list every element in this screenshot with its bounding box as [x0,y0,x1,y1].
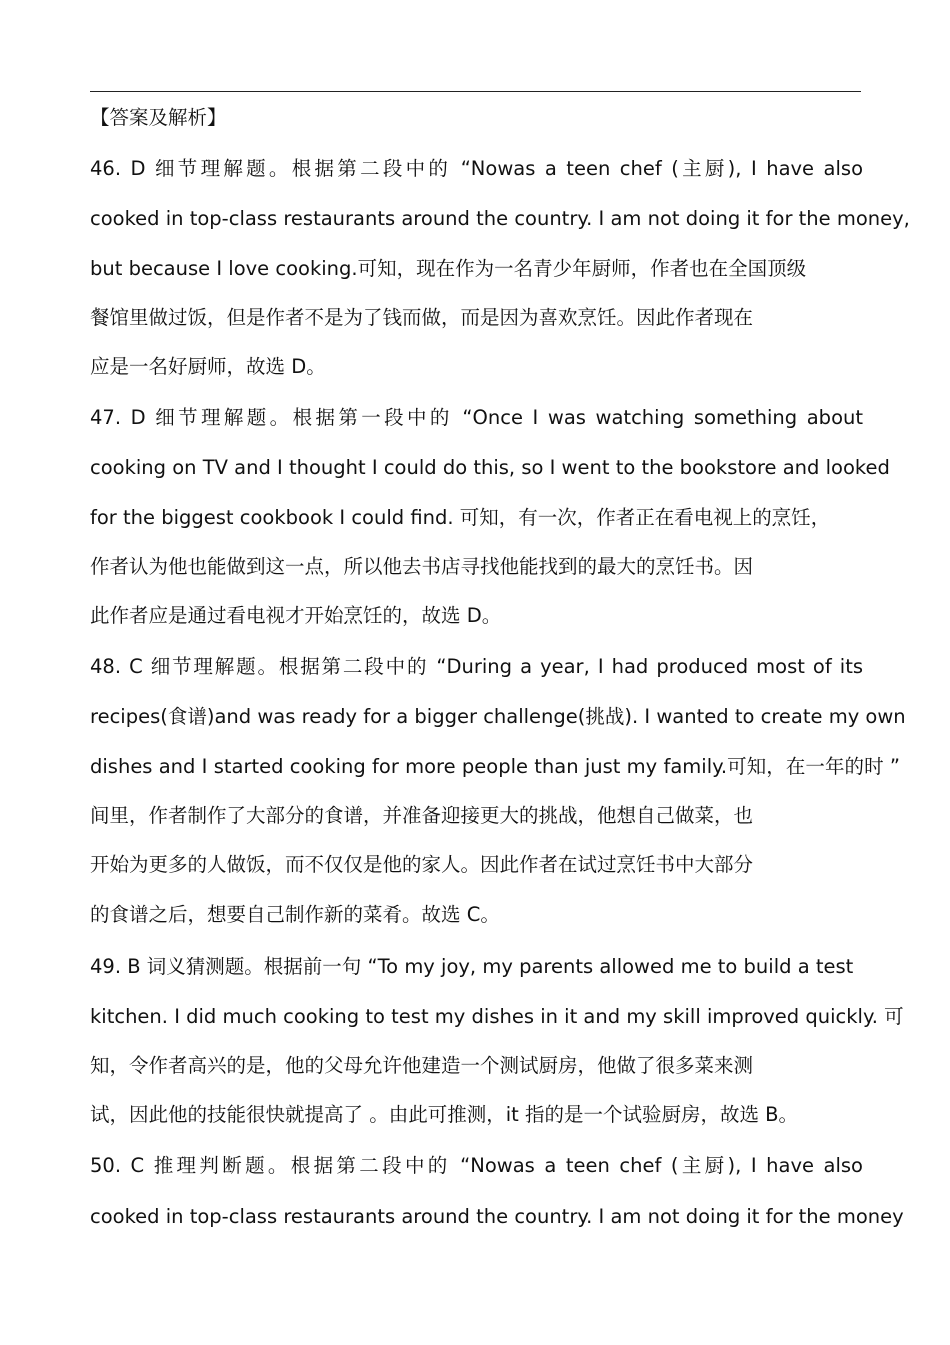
line-21: 50. C 推理判断题。根据第二段中的 “Nowas a teen chef (主厨), I have also [90,1154,863,1177]
line-6: 47. D 细节理解题。根据第一段中的 “Once I was watching something about [90,406,863,429]
line-12: recipes(食谱)and was ready for a bigger challenge(挑战). I wanted to create my own [90,705,906,728]
top-rule [90,91,861,92]
line-16: 的食谱之后，想要自己制作新的菜肴。故选 C。 [90,903,500,926]
line-20: 试，因此他的技能很快就提高了 。由此可推测，it 指的是一个试验厨房，故选 B。 [90,1103,799,1126]
line-15: 开始为更多的人做饭，而不仅仅是他的家人。因此作者在试过烹饪书中大部分 [90,853,754,876]
line-10: 此作者应是通过看电视才开始烹饪的，故选 D。 [90,604,502,627]
line-2: cooked in top-class restaurants around the country. I am not doing it for the money, [90,207,910,230]
line-4: 餐馆里做过饭，但是作者不是为了钱而做，而是因为喜欢烹饪。因此作者现在 [90,306,754,329]
line-17: 49. B 词义猜测题。根据前一句 “To my joy, my parents allowed me to build a test [90,955,854,978]
line-18: kitchen. I did much cooking to test my dishes in it and my skill improved quickly. 可 [90,1005,904,1028]
line-22: cooked in top-class restaurants around the country. I am not doing it for the money [90,1205,904,1228]
answer-heading: 【答案及解析】 [90,106,227,129]
line-14: 间里，作者制作了大部分的食谱，并准备迎接更大的挑战，他想自己做菜，也 [90,804,754,827]
line-19: 知，令作者高兴的是，他的父母允许他建造一个测试厨房，他做了很多菜来测 [90,1054,754,1077]
line-8: for the biggest cookbook I could find. 可知，有一次，作者正在看电视上的烹饪， [90,506,831,529]
line-9: 作者认为他也能做到这一点，所以他去书店寻找他能找到的最大的烹饪书。因 [90,555,754,578]
line-11: 48. C 细节理解题。根据第二段中的 “During a year, I had produced most of its [90,655,863,678]
line-3: but because I love cooking.可知，现在作为一名青少年厨师，作者也在全国顶级 [90,257,807,280]
line-1: 46. D 细节理解题。根据第二段中的 “Nowas a teen chef (主厨), I have also [90,157,863,180]
line-7: cooking on TV and I thought I could do this, so I went to the bookstore and looked [90,456,890,479]
line-13: dishes and I started cooking for more people than just my family.可知，在一年的时 ” [90,755,900,778]
line-5: 应是一名好厨师，故选 D。 [90,355,326,378]
